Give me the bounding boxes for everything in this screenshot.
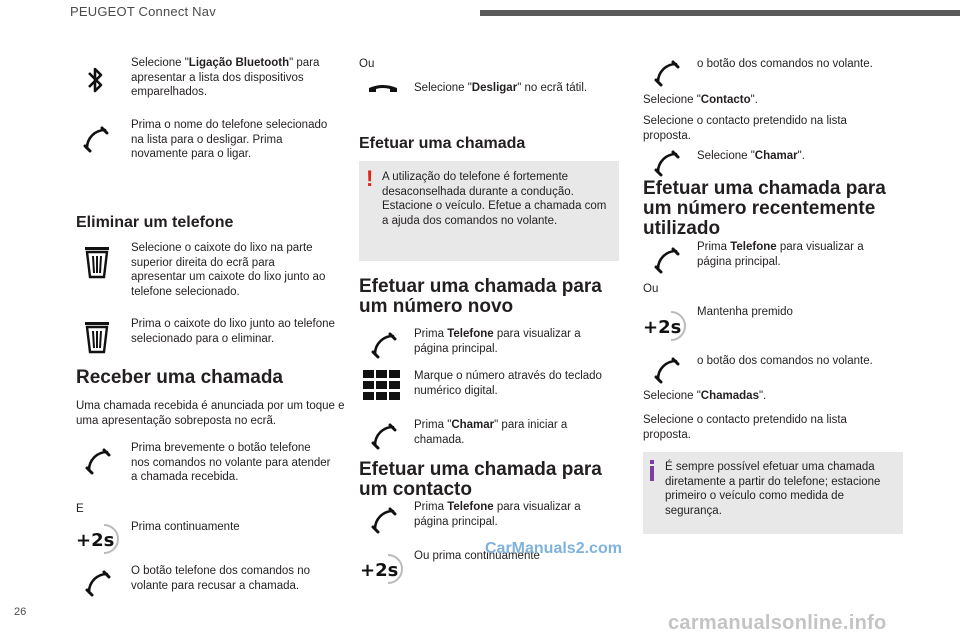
heading-receber: Receber uma chamada: [76, 367, 283, 388]
or-label-2: Ou: [643, 283, 659, 295]
phone-handset-icon: [649, 242, 685, 278]
press-2s-icon: [358, 552, 404, 586]
instruction-select-phone: Prima o nome do telefone selecionado na lista para o desligar. Prima novamente para o ligar.: [131, 119, 328, 160]
page-number: 26: [14, 606, 27, 618]
watermark-carmanualsonline: carmanualsonline.info: [668, 612, 887, 634]
instruction-wheel-button-2: o botão dos comandos no volante.: [697, 355, 873, 367]
and-label: E: [76, 503, 84, 515]
trash-icon: [80, 243, 114, 281]
keypad-icon: [363, 370, 401, 401]
info-icon: [649, 460, 656, 481]
svg-text:+2s: +2s: [76, 530, 115, 551]
instruction-select-contact-2: Selecione o contacto pretendido na lista proposta.: [643, 414, 847, 441]
watermark-carmanuals: CarManuals2.com: [485, 540, 622, 557]
phone-handset-icon: [649, 352, 685, 388]
phone-handset-icon: [649, 145, 685, 181]
phone-handset-icon: [649, 55, 685, 91]
warning-text: A utilização do telefone é fortemente desaconselhada durante a condução. Estacione o veículo. Efetue a chamada com a ajuda dos comandos no volante.: [382, 171, 607, 227]
info-text: É sempre possível efetuar uma chamada diretamente a partir do telefone; estacione primeiro o veículo como medida de segurança.: [665, 461, 881, 517]
instruction-hold-2: Ou prima continuamente: [414, 550, 540, 562]
instruction-trash-2: Prima o caixote do lixo junto ao telefone selecionado para o eliminar.: [131, 318, 335, 345]
instruction-trash-1: Selecione o caixote do lixo na parte superior direita do ecrã para apresentar um caixote do lixo junto ao telefone selecionado.: [131, 242, 326, 298]
instruction-telefone-2: Prima Telefone para visualizar a página principal.: [414, 501, 581, 528]
phone-handset-icon: [366, 418, 402, 454]
instruction-chamadas: Selecione "Chamadas".: [643, 390, 767, 402]
instruction-bluetooth: Selecione "Ligação Bluetooth" para apresentar a lista dos dispositivos emparelhados.: [131, 57, 320, 98]
instruction-telefone-1: Prima Telefone para visualizar a página principal.: [414, 328, 581, 355]
heading-eliminar: Eliminar um telefone: [76, 214, 234, 231]
svg-text:+2s: +2s: [360, 560, 399, 581]
bluetooth-icon: [80, 60, 110, 100]
instruction-contacto: Selecione "Contacto".: [643, 94, 758, 106]
press-2s-icon: [74, 522, 120, 556]
instruction-hold: Prima continuamente: [131, 521, 240, 533]
phone-handset-icon: [366, 502, 402, 538]
instruction-wheel-button: o botão dos comandos no volante.: [697, 58, 873, 70]
phone-handset-icon: [80, 565, 116, 601]
heading-contact: Efetuar uma chamada para um contacto: [359, 459, 602, 500]
heading-recent: Efetuar uma chamada para um número recentemente utilizado: [643, 178, 886, 239]
heading-new-number: Efetuar uma chamada para um número novo: [359, 276, 602, 317]
instruction-keypad: Marque o número através do teclado numérico digital.: [414, 370, 602, 397]
instruction-chamar-2: Selecione "Chamar".: [697, 150, 805, 162]
paragraph-incoming: Uma chamada recebida é anunciada por um toque e uma apresentação sobreposta no ecrã.: [76, 400, 345, 427]
or-label: Ou: [359, 58, 375, 70]
phone-handset-icon: [366, 327, 402, 363]
instruction-disconnect: Selecione "Desligar" no ecrã tátil.: [414, 82, 588, 94]
trash-icon: [80, 318, 114, 356]
svg-text:+2s: +2s: [643, 317, 682, 338]
instruction-answer: Prima brevemente o botão telefone nos comandos no volante para atender a chamada recebida.: [131, 442, 331, 483]
instruction-chamar: Prima "Chamar" para iniciar a chamada.: [414, 419, 568, 446]
document-header: PEUGEOT Connect Nav: [70, 4, 216, 19]
hang-up-icon: [366, 82, 400, 96]
instruction-hold-3: Mantenha premido: [697, 306, 793, 318]
header-bar: [480, 10, 960, 16]
instruction-reject: O botão telefone dos comandos no volante para recusar a chamada.: [131, 565, 311, 592]
heading-efetuar: Efetuar uma chamada: [359, 135, 526, 152]
phone-handset-icon: [80, 443, 116, 479]
press-2s-icon: [641, 309, 687, 343]
instruction-select-contact: Selecione o contacto pretendido na lista proposta.: [643, 115, 847, 142]
phone-handset-icon: [78, 121, 114, 157]
warning-icon: !: [366, 166, 374, 191]
instruction-telefone-3: Prima Telefone para visualizar a página principal.: [697, 241, 864, 268]
